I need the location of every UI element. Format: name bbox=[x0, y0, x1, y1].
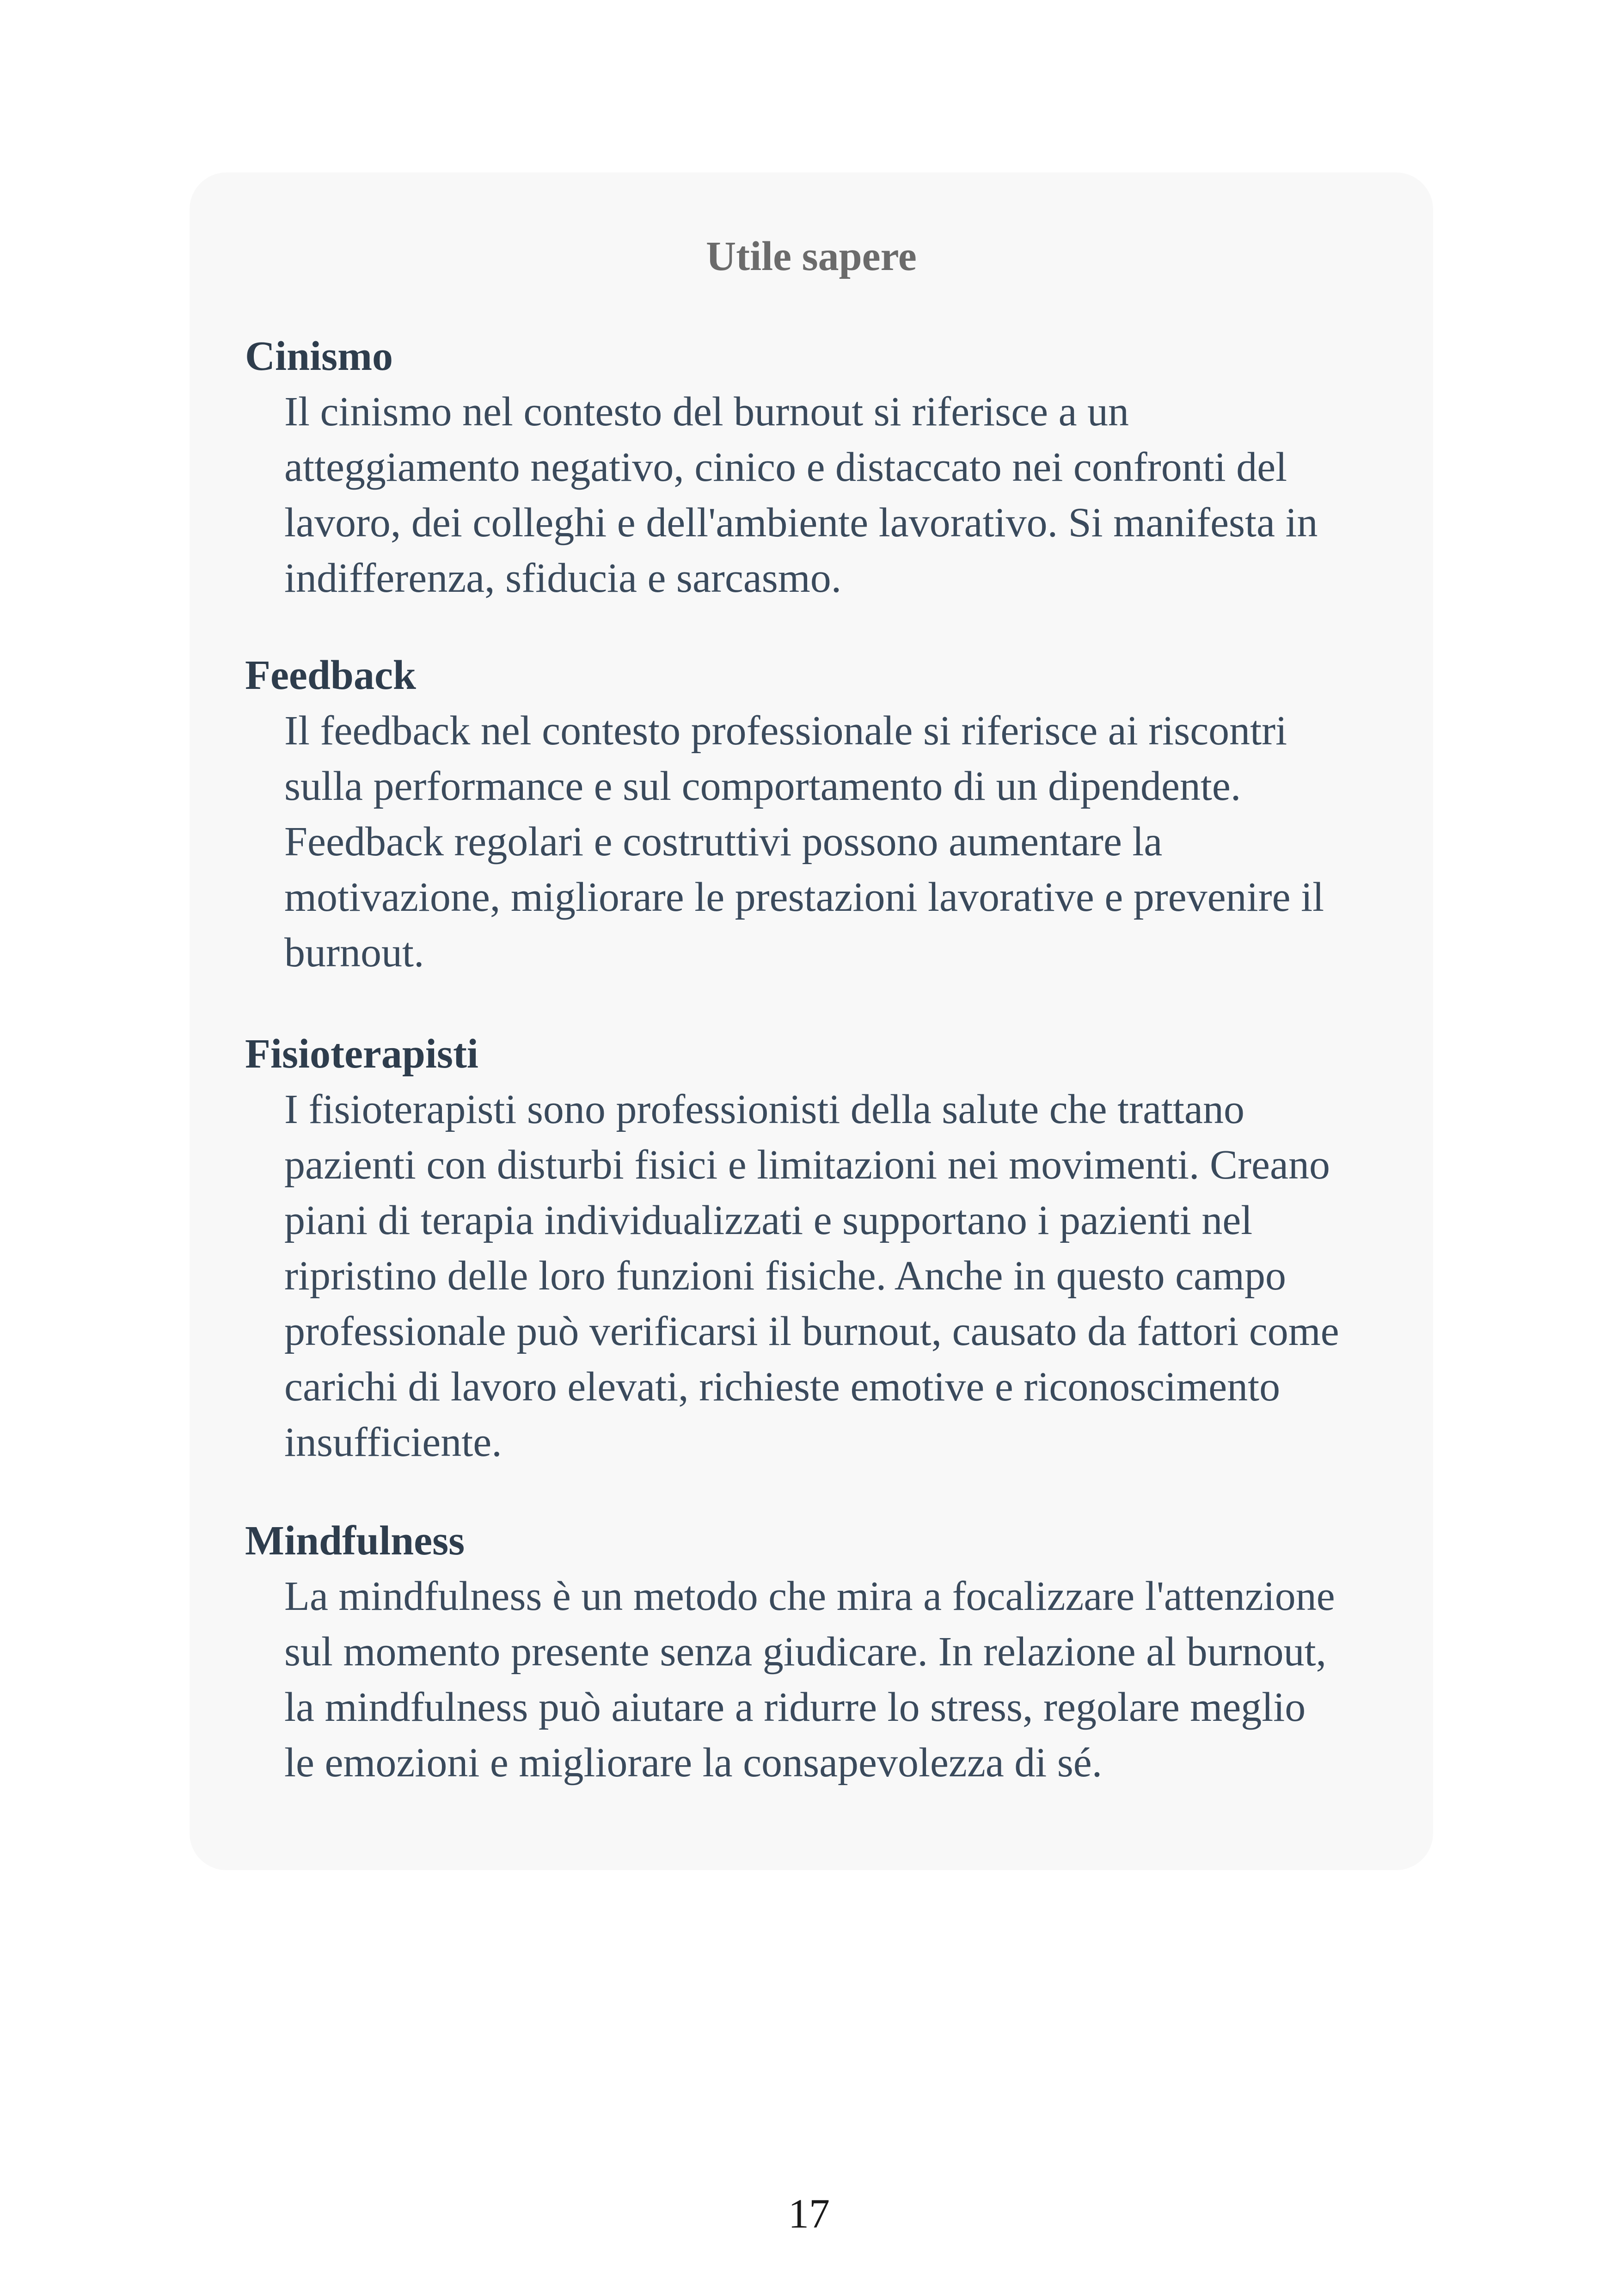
box-title: Utile sapere bbox=[706, 233, 917, 279]
definition-line: Feedback regolari e costruttivi possono aumentare la bbox=[284, 819, 1163, 865]
definition-line: lavoro, dei colleghi e dell'ambiente lavorativo. Si manifesta in bbox=[284, 500, 1318, 546]
definition-line: motivazione, migliorare le prestazioni lavorative e prevenire il bbox=[284, 874, 1324, 920]
definition-line: ripristino delle loro funzioni fisiche. Anche in questo campo bbox=[284, 1253, 1286, 1299]
info-box bbox=[190, 172, 1433, 1870]
glossary-term: Feedback bbox=[245, 652, 416, 698]
definition-line: sulla performance e sul comportamento di un dipendente. bbox=[284, 763, 1241, 809]
definition-line: burnout. bbox=[284, 930, 424, 976]
glossary-term: Mindfulness bbox=[245, 1518, 465, 1564]
glossary-definition bbox=[284, 703, 1408, 981]
definition-line: le emozioni e migliorare la consapevolezza di sé. bbox=[284, 1740, 1103, 1786]
glossary-definition bbox=[284, 384, 1408, 606]
definition-line: la mindfulness può aiutare a ridurre lo stress, regolare meglio bbox=[284, 1684, 1306, 1730]
definition-line: Il cinismo nel contesto del burnout si riferisce a un bbox=[284, 389, 1129, 435]
glossary-term: Fisioterapisti bbox=[245, 1031, 478, 1077]
definition-line: pazienti con disturbi fisici e limitazioni nei movimenti. Creano bbox=[284, 1142, 1330, 1188]
definition-line: indifferenza, sfiducia e sarcasmo. bbox=[284, 555, 842, 601]
glossary-term: Cinismo bbox=[245, 333, 393, 379]
definition-line: Il feedback nel contesto professionale si riferisce ai riscontri bbox=[284, 708, 1287, 754]
definition-line: piani di terapia individualizzati e supportano i pazienti nel bbox=[284, 1197, 1253, 1243]
definition-line: atteggiamento negativo, cinico e distaccato nei confronti del bbox=[284, 444, 1287, 490]
glossary-definition bbox=[284, 1569, 1408, 1791]
definition-line: professionale può verificarsi il burnout, causato da fattori come bbox=[284, 1308, 1339, 1354]
page-number: 17 bbox=[788, 2191, 830, 2237]
definition-line: insufficiente. bbox=[284, 1419, 502, 1465]
definition-line: La mindfulness è un metodo che mira a focalizzare l'attenzione bbox=[284, 1573, 1335, 1619]
glossary-definition bbox=[284, 1082, 1408, 1470]
definition-line: carichi di lavoro elevati, richieste emotive e riconoscimento bbox=[284, 1364, 1281, 1410]
definition-line: sul momento presente senza giudicare. In relazione al burnout, bbox=[284, 1629, 1327, 1675]
definition-line: I fisioterapisti sono professionisti della salute che trattano bbox=[284, 1087, 1244, 1132]
